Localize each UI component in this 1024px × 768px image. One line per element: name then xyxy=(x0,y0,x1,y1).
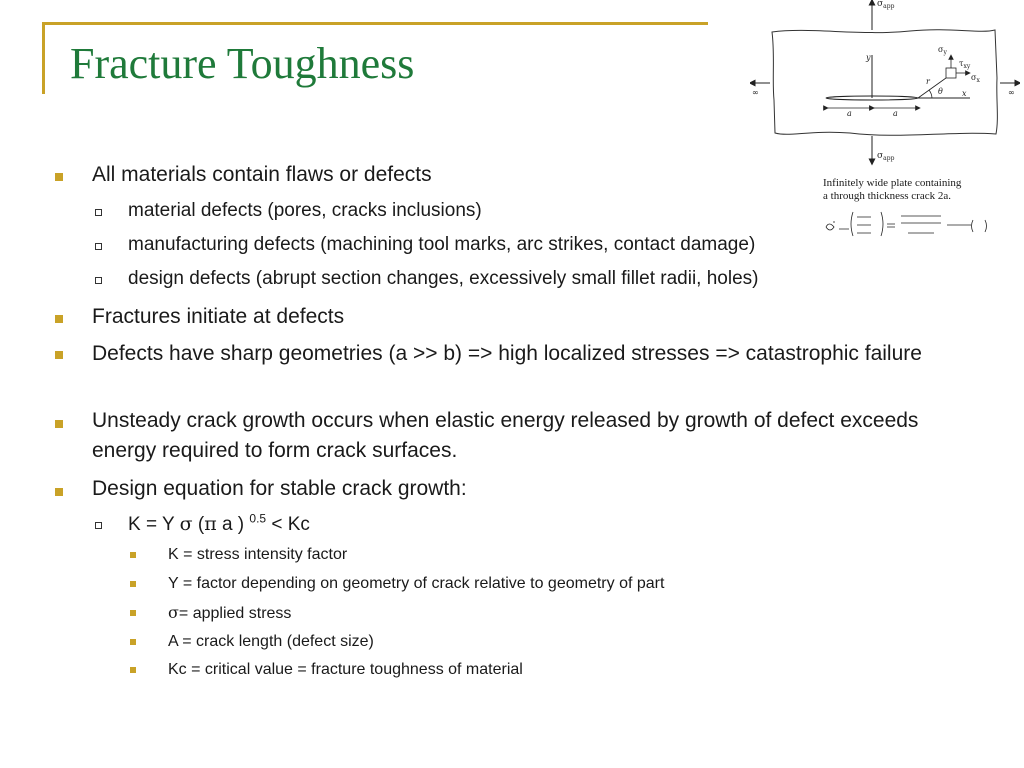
infinity-right-label: ∞ xyxy=(1008,88,1015,97)
subscript: app xyxy=(883,155,895,162)
bullet-marker xyxy=(55,315,63,323)
caption-line: Infinitely wide plate containing xyxy=(823,177,962,189)
crack-plate-diagram xyxy=(750,0,1020,168)
bullet-flaws: All materials contain flaws or defects xyxy=(92,163,432,186)
bullet-fractures-initiate: Fractures initiate at defects xyxy=(92,305,345,328)
sigma-x-label xyxy=(971,73,980,84)
subscript: y xyxy=(943,49,947,56)
tau-xy-label xyxy=(959,59,971,70)
sigma-app-bottom-label xyxy=(877,151,895,162)
sigma-symbol: σ xyxy=(168,603,179,622)
plate-outline xyxy=(772,30,997,136)
subscript: x xyxy=(976,77,980,84)
local-stress-formula-image xyxy=(823,207,1013,241)
equation-part: < Kc xyxy=(266,514,310,535)
tau-symbol: τ xyxy=(959,59,964,68)
a-left-label: a xyxy=(847,109,852,118)
stress-element xyxy=(946,68,956,78)
sigma-symbol: σ xyxy=(877,0,884,9)
definition-sigma xyxy=(168,602,291,625)
equation-part: K = Y xyxy=(128,514,180,535)
design-equation xyxy=(128,511,310,538)
bullet-marker xyxy=(55,173,63,181)
equation-part: a ) xyxy=(216,514,250,535)
sub-bullet-design-defects: design defects (abrupt section changes, excessively small fillet radii, holes) xyxy=(128,268,759,289)
figure-caption xyxy=(823,177,1003,203)
bullet-marker xyxy=(55,351,63,359)
theta-label: θ xyxy=(938,87,943,96)
sub-bullet-marker xyxy=(95,209,102,216)
bullet-marker xyxy=(55,488,63,496)
sigma-symbol: σ xyxy=(179,513,193,535)
definition-marker xyxy=(130,581,136,587)
equation-exponent: 0.5 xyxy=(249,511,267,526)
slide-title: Fracture Toughness xyxy=(70,39,415,88)
sub-bullet-marker xyxy=(95,277,102,284)
subscript: app xyxy=(883,3,895,10)
sub-bullet-marker xyxy=(95,522,102,529)
sigma-app-top-label xyxy=(877,0,895,10)
definition-marker xyxy=(130,610,136,616)
caption-line: a through thickness crack 2a. xyxy=(823,190,951,202)
r-label: r xyxy=(926,77,930,86)
sigma-symbol: σ xyxy=(877,151,884,161)
bullet-sharp-geometries: Defects have sharp geometries (a >> b) => high localized stresses => catastrophic failure xyxy=(92,342,922,365)
sub-bullet-marker xyxy=(95,243,102,250)
sub-bullet-material-defects: material defects (pores, cracks inclusions) xyxy=(128,200,482,221)
definition-k: K = stress intensity factor xyxy=(168,546,348,563)
subscript: xy xyxy=(963,63,971,70)
theta-arc xyxy=(929,90,932,98)
a-right-label: a xyxy=(893,109,898,118)
definition-marker xyxy=(130,667,136,673)
definition-marker xyxy=(130,639,136,645)
bullet-unsteady-growth: Unsteady crack growth occurs when elastic energy released by growth of defect exceeds energy required to form crack surfaces. xyxy=(92,409,919,462)
definition-marker xyxy=(130,552,136,558)
sub-bullet-manufacturing-defects: manufacturing defects (machining tool marks, arc strikes, contact damage) xyxy=(128,234,756,255)
pi-symbol: π xyxy=(204,513,217,535)
definition-kc: Kc = critical value = fracture toughness of material xyxy=(168,661,523,678)
definition-a: A = crack length (defect size) xyxy=(168,633,374,650)
sigma-y-label xyxy=(938,45,947,56)
sigma-symbol: σ xyxy=(971,73,977,82)
infinity-left-label: ∞ xyxy=(752,88,759,97)
bullet-marker xyxy=(55,420,63,428)
bullet-design-equation: Design equation for stable crack growth: xyxy=(92,477,467,500)
definition-text: = applied stress xyxy=(178,605,292,622)
equation-part: ( xyxy=(192,514,205,535)
definition-y: Y = factor depending on geometry of crack relative to geometry of part xyxy=(168,575,665,592)
y-axis-label: y xyxy=(866,53,871,62)
x-axis-label: x xyxy=(962,89,967,98)
sigma-symbol: σ xyxy=(938,45,944,54)
